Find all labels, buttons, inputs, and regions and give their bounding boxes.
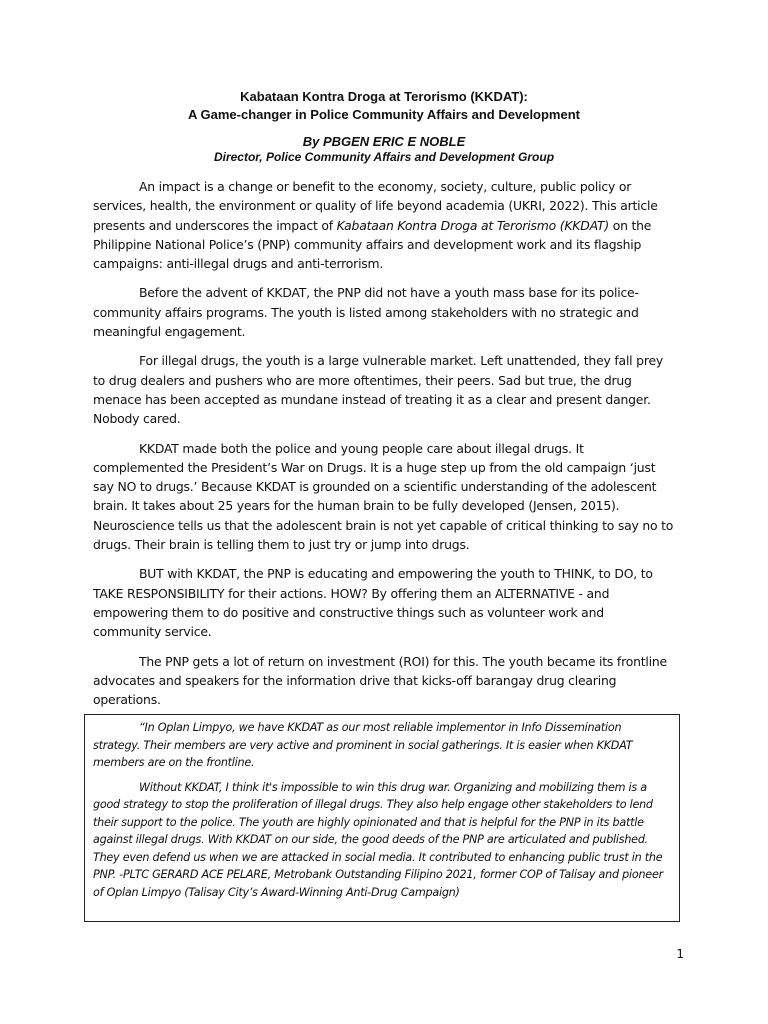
quote-paragraph-2: Without KKDAT, I think it's impossible to win this drug war. Organizing and mobilizing them is a good strategy to stop the proliferation of illegal drugs. They also help engage other stakeholders to lend their support to the police. The youth are highly opinionated and that is helpful for the PNP in its battle against illegal drugs. With KKDAT on our side, the good deeds of the PNP are articulated and published. They even defend us when we are attacked in social media. It contributed to enhancing public trust in the PNP. -PLTC GERARD ACE PELARE, Metrobank Outstanding Filipino 2021, former COP of Talisay and pioneer of Oplan Limpyo (Talisay City’s Award-Winning Anti-Drug Campaign) <box>93 780 663 899</box>
paragraph-1-text-a: An impact is a change or benefit to the economy, society, culture, public policy or services, health, the environment or quality of life beyond academia (UKRI, 2022). This article presents and underscores the impact of <box>93 179 658 233</box>
paragraph-1-text-b: on the Philippine National Police’s (PNP) community affairs and development work and its flagship campaigns: anti-illegal drugs and anti-terrorism. <box>93 217 652 272</box>
paragraph-6: The PNP gets a lot of return on investment (ROI) for this. The youth became its frontline advocates and speakers for the information drive that kicks-off barangay drug clearing operations. <box>93 653 667 708</box>
page-number: 1 <box>676 947 684 961</box>
document-title-line2: A Game-changer in Police Community Affairs and Development <box>187 107 580 122</box>
author-byline: By PBGEN ERIC E NOBLE <box>302 134 466 149</box>
paragraph-3: For illegal drugs, the youth is a large vulnerable market. Left unattended, they fall prey to drug dealers and pushers who are more oftentimes, their peers. Sad but true, the drug menace has been accepted as mundane instead of treating it as a clear and present danger. Nobody cared. <box>93 353 664 427</box>
quote-paragraph-1: “In Oplan Limpyo, we have KKDAT as our most reliable implementor in Info Dissemination strategy. Their members are very active and prominent in social gatherings. It is easier when KKDAT members are on the frontline. <box>93 721 633 769</box>
testimonial-quote-box <box>84 714 680 922</box>
paragraph-1 <box>93 177 675 273</box>
author-position: Director, Police Community Affairs and Development Group <box>213 150 555 164</box>
paragraph-5: BUT with KKDAT, the PNP is educating and empowering the youth to THINK, to DO, to TAKE RESPONSIBILITY for their actions. HOW? By offering them an ALTERNATIVE - and empowering them to do positive and constructive things such as volunteer work and community service. <box>93 566 653 640</box>
article-body <box>93 177 675 719</box>
paragraph-2: Before the advent of KKDAT, the PNP did not have a youth mass base for its police-community affairs programs. The youth is listed among stakeholders with no strategic and meaningful engagement. <box>93 285 639 340</box>
paragraph-4: KKDAT made both the police and young people care about illegal drugs. It complemented the President’s War on Drugs. It is a huge step up from the old campaign ‘just say NO to drugs.’ Because KKDAT is grounded on a scientific understanding of the adolescent brain. It takes about 25 years for the human brain to be fully developed (Jensen, 2015). Neuroscience tells us that the adolescent brain is not yet capable of critical thinking to say no to drugs. Their brain is telling them to just try or jump into drugs. <box>93 440 674 553</box>
document-title-line1: Kabataan Kontra Droga at Terorismo (KKDAT): <box>240 89 528 104</box>
paragraph-1-italic: Kabataan Kontra Droga at Terorismo (KKDAT) <box>336 217 609 233</box>
